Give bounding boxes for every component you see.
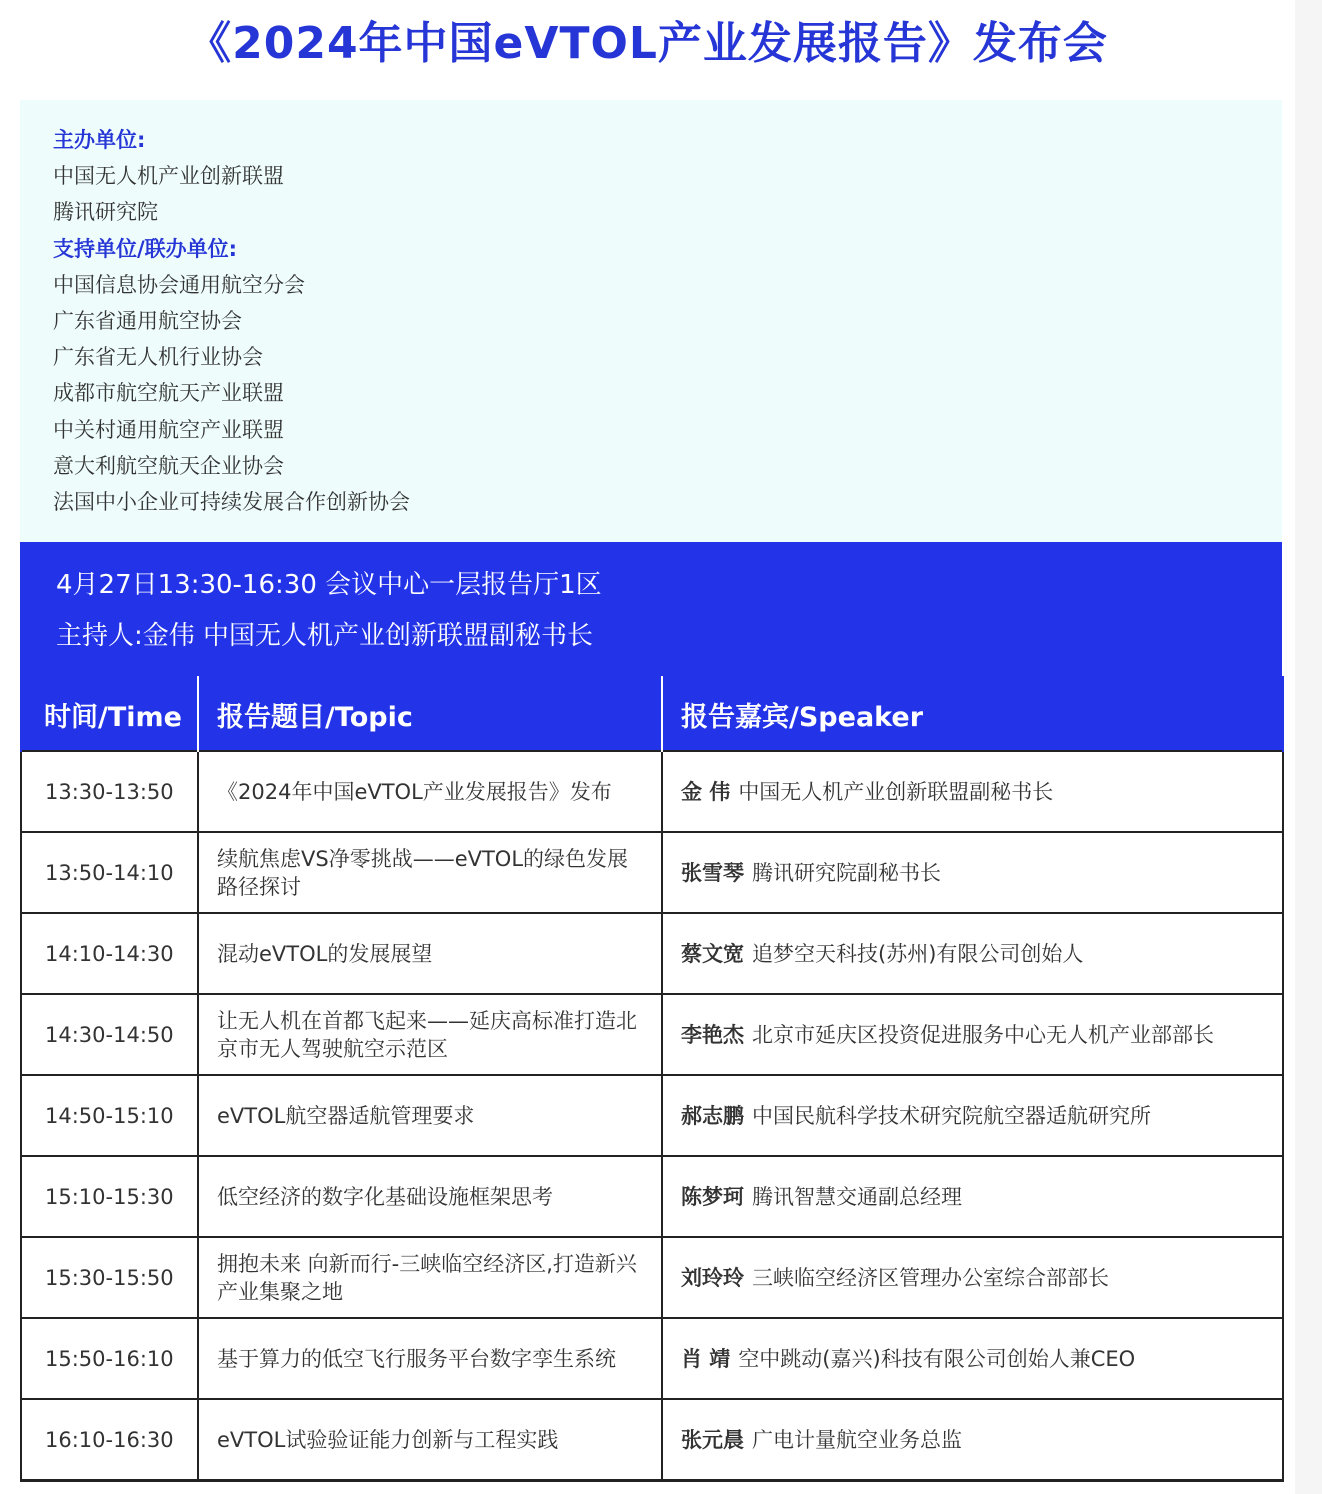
speaker-name: 金 伟 (681, 779, 731, 804)
topic-text: 续航焦虑VS净零挑战——eVTOL的绿色发展路径探讨 (217, 846, 629, 899)
speaker-cell (662, 1156, 1283, 1237)
host-heading: 主办单位: (53, 128, 146, 152)
host-org: 腾讯研究院 (53, 200, 158, 225)
time-cell: 14:30-14:50 (21, 994, 198, 1075)
schedule-table (20, 676, 1284, 1482)
speaker-name: 刘玲玲 (681, 1265, 744, 1290)
topic-cell (198, 913, 662, 994)
table-row (21, 751, 1283, 832)
speaker-title: 腾讯智慧交通副总经理 (752, 1184, 962, 1209)
header-speaker: 报告嘉宾/Speaker (662, 677, 1283, 751)
speaker-name: 肖 靖 (681, 1346, 731, 1371)
speaker-title: 空中跳动(嘉兴)科技有限公司创始人兼CEO (738, 1346, 1136, 1371)
session-banner (20, 542, 1282, 676)
schedule-header-row (21, 677, 1283, 751)
topic-text: eVTOL航空器适航管理要求 (217, 1103, 475, 1128)
speaker-name: 陈梦珂 (681, 1184, 744, 1209)
table-row (21, 1075, 1283, 1156)
time-cell: 15:10-15:30 (21, 1156, 198, 1237)
speaker-title: 北京市延庆区投资促进服务中心无人机产业部部长 (752, 1022, 1214, 1047)
organizers-list (53, 122, 410, 520)
topic-cell (198, 1399, 662, 1481)
session-time-place: 4月27日13:30-16:30 会议中心一层报告厅1区 (56, 570, 602, 600)
speaker-title: 中国民航科学技术研究院航空器适航研究所 (752, 1103, 1151, 1128)
support-org: 广东省通用航空协会 (53, 308, 242, 333)
speaker-title: 广电计量航空业务总监 (752, 1427, 962, 1452)
speaker-cell (662, 994, 1283, 1075)
speaker-cell (662, 751, 1283, 832)
topic-cell (198, 1075, 662, 1156)
table-row (21, 1399, 1283, 1481)
topic-cell (198, 751, 662, 832)
topic-text: 《2024年中国eVTOL产业发展报告》发布 (217, 779, 612, 804)
speaker-name: 李艳杰 (681, 1022, 744, 1047)
speaker-title: 腾讯研究院副秘书长 (752, 860, 941, 885)
topic-text: 混动eVTOL的发展展望 (217, 941, 433, 966)
table-row (21, 994, 1283, 1075)
topic-cell (198, 1237, 662, 1318)
time-cell: 13:30-13:50 (21, 751, 198, 832)
topic-cell (198, 832, 662, 913)
speaker-name: 蔡文宽 (681, 941, 744, 966)
speaker-cell (662, 1075, 1283, 1156)
host-org: 中国无人机产业创新联盟 (53, 164, 284, 189)
time-cell: 15:30-15:50 (21, 1237, 198, 1318)
speaker-name: 张元晨 (681, 1427, 744, 1452)
topic-text: eVTOL试验验证能力创新与工程实践 (217, 1427, 559, 1452)
header-time: 时间/Time (21, 677, 198, 751)
speaker-title: 三峡临空经济区管理办公室综合部部长 (752, 1265, 1109, 1290)
time-cell: 14:50-15:10 (21, 1075, 198, 1156)
topic-text: 拥抱未来 向新而行-三峡临空经济区,打造新兴产业集聚之地 (217, 1251, 637, 1304)
table-row (21, 1237, 1283, 1318)
speaker-cell (662, 913, 1283, 994)
support-org: 成都市航空航天产业联盟 (53, 381, 284, 406)
support-org: 法国中小企业可持续发展合作创新协会 (53, 489, 410, 514)
support-org: 中国信息协会通用航空分会 (53, 272, 305, 297)
table-row (21, 832, 1283, 913)
table-row (21, 913, 1283, 994)
support-org: 广东省无人机行业协会 (53, 345, 263, 370)
table-row (21, 1318, 1283, 1399)
topic-text: 低空经济的数字化基础设施框架思考 (217, 1184, 553, 1209)
speaker-cell (662, 1237, 1283, 1318)
speaker-cell (662, 1399, 1283, 1481)
topic-text: 让无人机在首都飞起来——延庆高标准打造北京市无人驾驶航空示范区 (217, 1008, 637, 1061)
topic-text: 基于算力的低空飞行服务平台数字孪生系统 (217, 1346, 616, 1371)
support-org: 中关村通用航空产业联盟 (53, 417, 284, 442)
speaker-title: 追梦空天科技(苏州)有限公司创始人 (752, 941, 1084, 966)
topic-cell (198, 1318, 662, 1399)
topic-cell (198, 1156, 662, 1237)
time-cell: 15:50-16:10 (21, 1318, 198, 1399)
table-row (21, 1156, 1283, 1237)
header-topic: 报告题目/Topic (198, 677, 662, 751)
support-heading: 支持单位/联办单位: (53, 236, 238, 261)
organizers-panel (20, 100, 1282, 542)
page-edge-strip (1295, 0, 1322, 1494)
speaker-cell (662, 1318, 1283, 1399)
time-cell: 13:50-14:10 (21, 832, 198, 913)
topic-cell (198, 994, 662, 1075)
time-cell: 14:10-14:30 (21, 913, 198, 994)
time-cell: 16:10-16:30 (21, 1399, 198, 1481)
speaker-name: 郝志鹏 (681, 1103, 744, 1128)
support-org: 意大利航空航天企业协会 (53, 453, 284, 478)
speaker-title: 中国无人机产业创新联盟副秘书长 (738, 779, 1054, 804)
speaker-name: 张雪琴 (681, 860, 744, 885)
speaker-cell (662, 832, 1283, 913)
session-moderator: 主持人:金伟 中国无人机产业创新联盟副秘书长 (56, 621, 594, 651)
page-title: 《2024年中国eVTOL产业发展报告》发布会 (187, 18, 1108, 69)
